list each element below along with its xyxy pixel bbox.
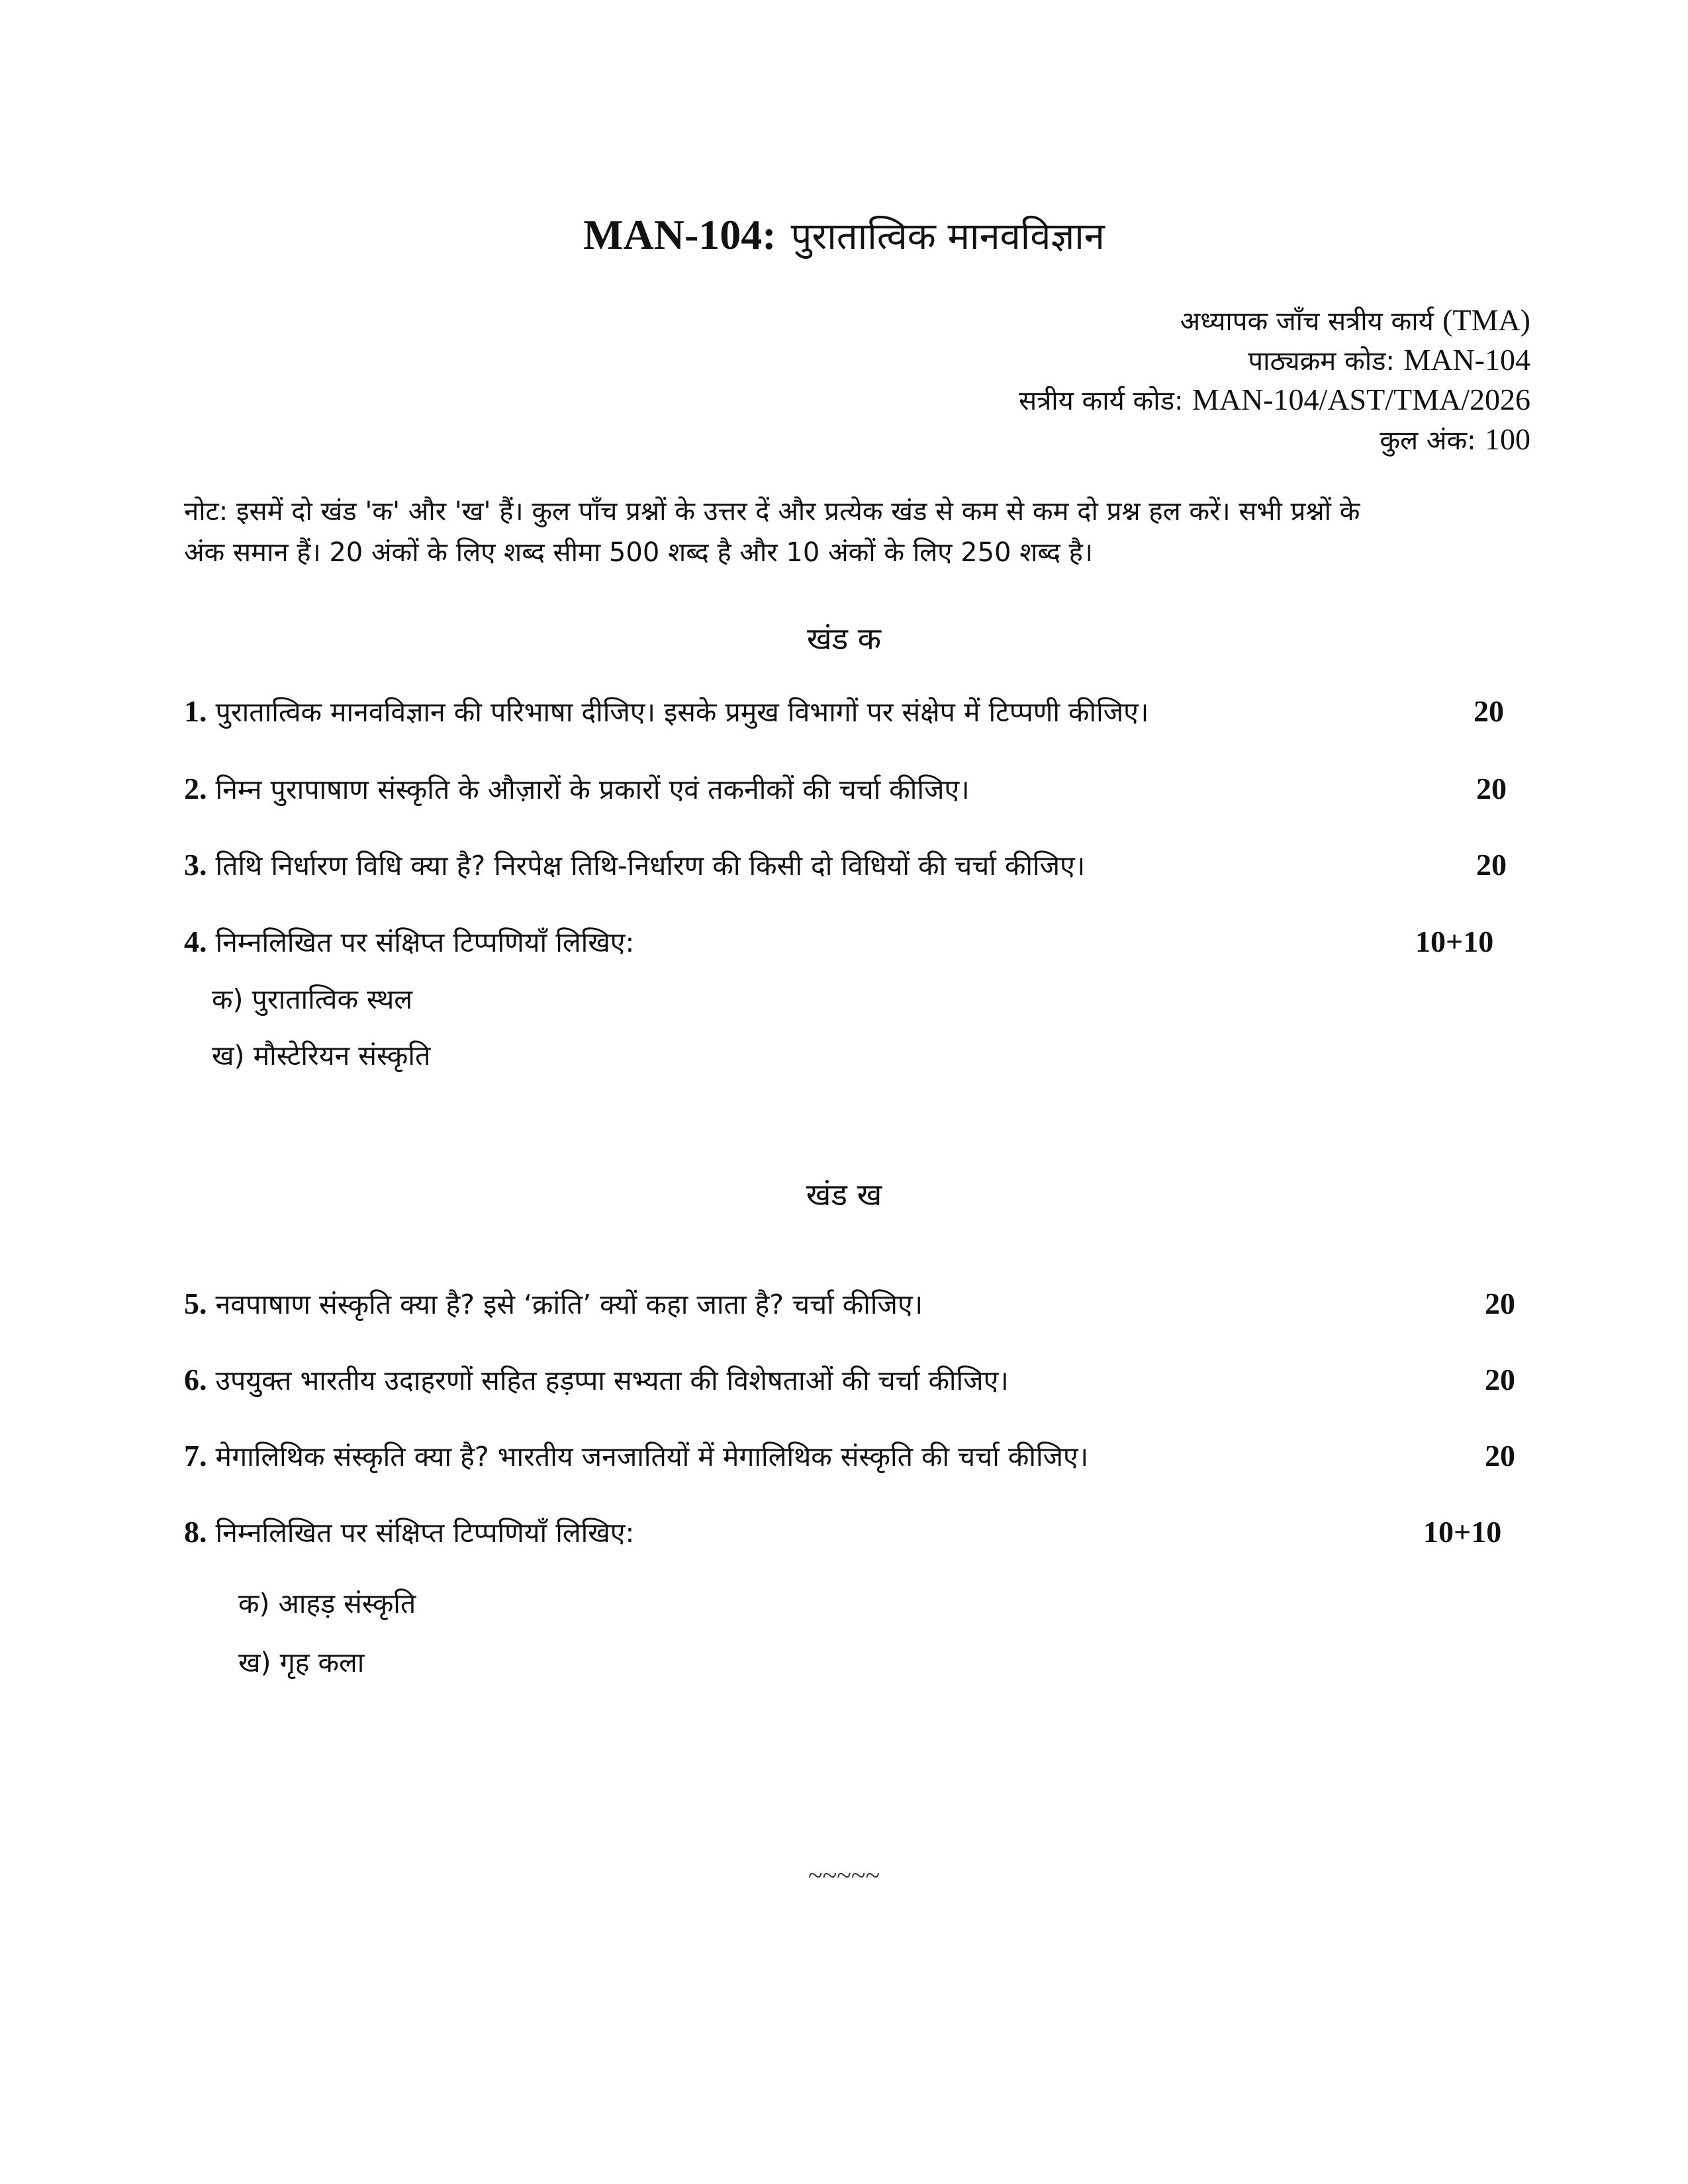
page-title <box>0 205 1688 267</box>
total-marks-label: कुल अंक: <box>1380 426 1476 456</box>
question-number: 1. <box>184 694 207 728</box>
question-number: 3. <box>184 848 207 882</box>
question-text: उपयुक्त भारतीय उदाहरणों सहित हड़प्पा सभ्यता की विशेषताओं की चर्चा कीजिए। <box>215 1365 1009 1396</box>
question-marks: 10+10 <box>1415 925 1494 958</box>
question-number: 2. <box>184 772 207 805</box>
question-marks: 20 <box>1474 694 1504 728</box>
course-code-title: MAN-104 <box>583 211 763 258</box>
instructions-note <box>184 491 1541 573</box>
question-5 <box>184 1284 1515 1324</box>
course-code-value: MAN-104 <box>1403 343 1530 377</box>
question-2 <box>184 769 1507 809</box>
question-marks: 20 <box>1476 772 1507 805</box>
assignment-type-label: अध्यापक जाँच सत्रीय कार्य <box>1180 306 1434 337</box>
assignment-type-value: (TMA) <box>1442 303 1530 337</box>
question-number: 6. <box>184 1363 207 1396</box>
course-code-row <box>1019 341 1530 381</box>
assignment-code-label: सत्रीय कार्य कोड: <box>1019 386 1184 416</box>
question-3 <box>184 845 1507 886</box>
note-line-2: अंक समान हैं। 20 अंकों के लिए शब्द सीमा 500 शब्द है और 10 अंकों के लिए 250 शब्द है। <box>184 537 1094 568</box>
assignment-type-row <box>1019 301 1530 341</box>
assignment-code-row <box>1019 381 1530 420</box>
question-marks: 20 <box>1485 1439 1515 1473</box>
question-text: तिथि निर्धारण विधि क्या है? निरपेक्ष तिथि-निर्धारण की किसी दो विधियों की चर्चा कीजिए। <box>215 850 1086 882</box>
question-text: निम्नलिखित पर संक्षिप्त टिप्पणियाँ लिखिए: <box>215 927 635 958</box>
question-1 <box>184 692 1504 732</box>
question-marks: 10+10 <box>1423 1515 1502 1549</box>
course-code-label: पाठ्यक्रम कोड: <box>1248 346 1395 377</box>
total-marks-value: 100 <box>1485 422 1530 456</box>
note-line-1: नोट: इसमें दो खंड 'क' और 'ख' हैं। कुल पाँच प्रश्नों के उत्तर दें और प्रत्येक खंड से कम से कम दो प्रश्न हल करें। सभी प्रश्नों के <box>184 496 1360 527</box>
question-number: 8. <box>184 1515 207 1549</box>
assignment-code-value: MAN-104/AST/TMA/2026 <box>1192 383 1530 416</box>
section-b-heading: खंड ख <box>806 1177 882 1212</box>
question-marks: 20 <box>1485 1287 1515 1320</box>
question-text: निम्नलिखित पर संक्षिप्त टिप्पणियाँ लिखिए: <box>215 1517 635 1549</box>
question-marks: 20 <box>1476 848 1507 882</box>
question-text: नवपाषाण संस्कृति क्या है? इसे ‘क्रांति’ क्यों कहा जाता है? चर्चा कीजिए। <box>215 1289 923 1320</box>
question-marks: 20 <box>1485 1363 1515 1396</box>
question-7 <box>184 1436 1515 1477</box>
question-6 <box>184 1360 1515 1400</box>
question-number: 4. <box>184 925 207 958</box>
question-4-sub-a: क) पुरातात्विक स्थल <box>212 983 413 1015</box>
question-4-sub-b: ख) मौस्टेरियन संस्कृति <box>212 1040 431 1071</box>
assignment-meta <box>1019 301 1530 460</box>
title-separator: : <box>762 211 776 258</box>
question-text: पुरातात्विक मानवविज्ञान की परिभाषा दीजिए। इसके प्रमुख विभागों पर संक्षेप में टिप्पणी कीजिए। <box>215 696 1149 728</box>
question-text: मेगालिथिक संस्कृति क्या है? भारतीय जनजातियों में मेगालिथिक संस्कृति की चर्चा कीजिए। <box>215 1441 1089 1473</box>
question-8-sub-a: क) आहड़ संस्कृति <box>238 1588 416 1619</box>
question-text: निम्न पुरापाषाण संस्कृति के औज़ारों के प्रकारों एवं तकनीकों की चर्चा कीजिए। <box>215 774 970 805</box>
question-8-sub-b: ख) गृह कला <box>238 1647 365 1678</box>
end-marker: ~~~~~ <box>808 1860 880 1890</box>
question-4 <box>184 922 1501 962</box>
question-number: 5. <box>184 1287 207 1320</box>
course-name-title: पुरातात्विक मानवविज्ञान <box>790 215 1105 258</box>
question-8 <box>184 1512 1501 1553</box>
question-number: 7. <box>184 1439 207 1473</box>
total-marks-row <box>1019 420 1530 460</box>
section-a-heading: खंड क <box>806 621 882 657</box>
